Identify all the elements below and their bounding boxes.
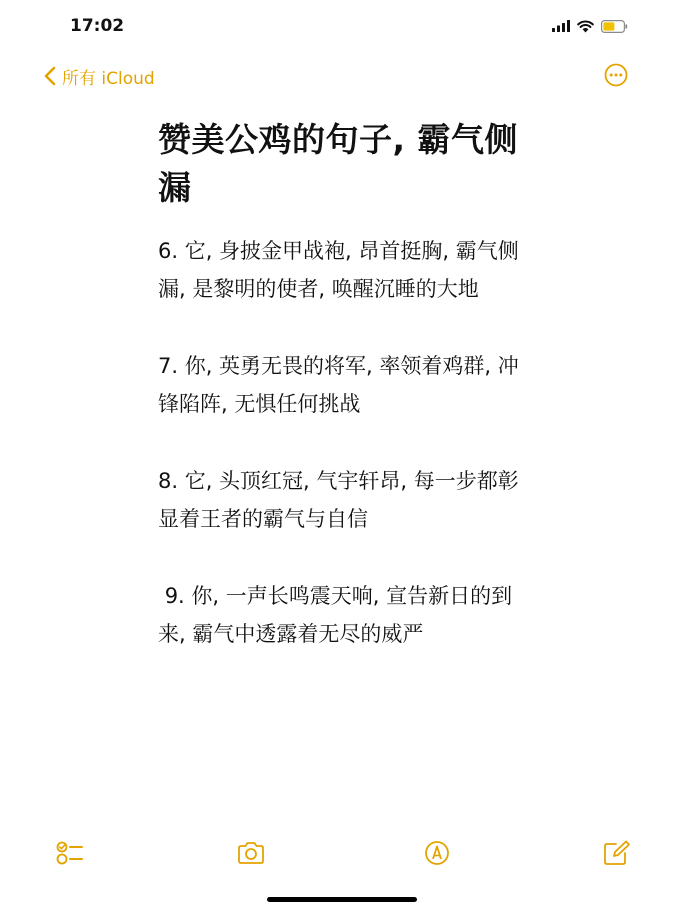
more-options-icon[interactable] [604,63,628,87]
note-content[interactable] [158,116,538,692]
status-bar [0,0,684,52]
chevron-left-icon [44,66,56,86]
battery-icon [601,20,628,33]
bottom-toolbar [0,830,684,874]
markup-pen-icon[interactable] [423,840,451,866]
note-paragraph: 7. 你, 英勇无畏的将军, 率领着鸡群, 冲锋陷阵, 无惧任何挑战 [158,354,519,416]
back-button[interactable] [44,64,155,88]
camera-icon[interactable] [237,840,265,866]
checklist-icon[interactable] [56,840,84,866]
status-time: 17:02 [70,16,125,36]
wifi-icon [577,20,594,33]
note-title: 赞美公鸡的句子, 霸气侧漏 [158,120,519,207]
note-paragraph: 8. 它, 头顶红冠, 气宇轩昂, 每一步都彰显着王者的霸气与自信 [158,469,519,531]
note-paragraph: 6. 它, 身披金甲战袍, 昂首挺胸, 霸气侧漏, 是黎明的使者, 唤醒沉睡的大地 [158,239,519,301]
status-icons [552,18,628,34]
cellular-signal-icon [552,20,570,32]
note-paragraph: 9. 你, 一声长鸣震天响, 宣告新日的到来, 霸气中透露着无尽的威严 [158,584,513,646]
back-label: 所有 iCloud [62,68,155,89]
compose-icon[interactable] [603,840,631,866]
nav-bar [0,56,684,96]
home-indicator[interactable] [267,897,417,902]
